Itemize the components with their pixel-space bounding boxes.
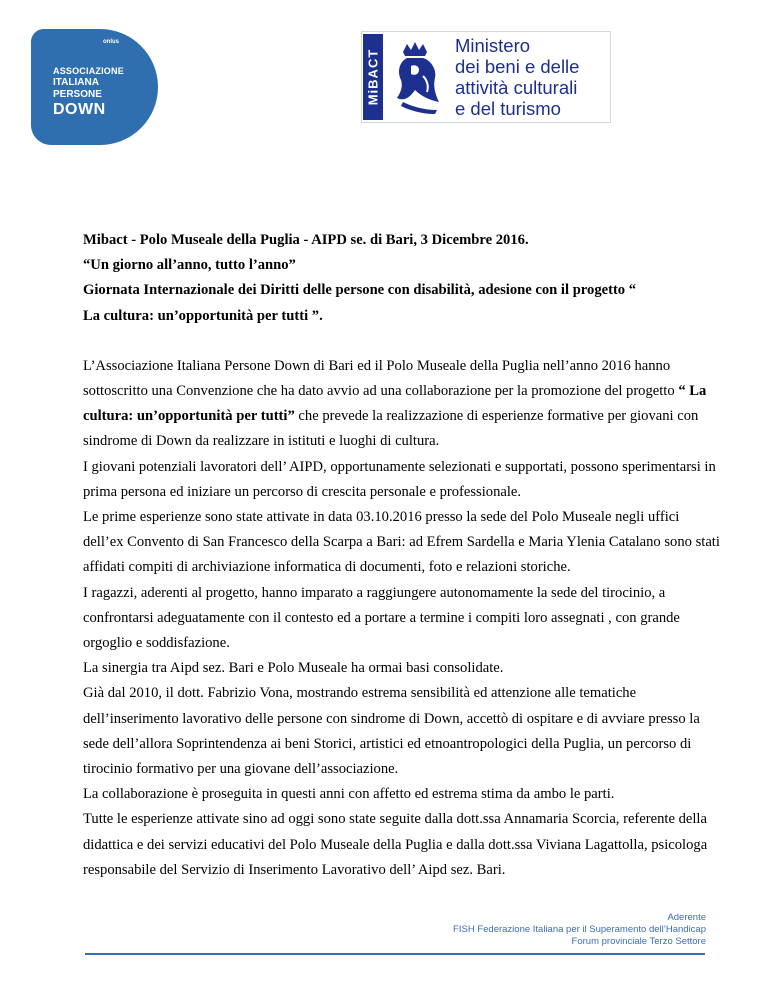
document-body bbox=[83, 228, 723, 883]
mibact-line1: Ministero bbox=[455, 35, 531, 56]
aipd-logo-line3: PERSONE bbox=[53, 89, 102, 100]
paragraph-1 bbox=[83, 354, 723, 455]
aipd-logo-line4: DOWN bbox=[53, 101, 106, 118]
paragraph-6: Già dal 2010, il dott. Fabrizio Vona, mostrando estrema sensibilità ed attenzione alle tematiche dell’inserimento lavorativo delle persone con sindrome di Down, accettò di ospitare e di avviare presso la sede dell’allora Soprintendenza ai beni Storici, artistici ed etnoantropologici della Puglia, un percorso di tirocinio formativo per una giovane dell’associazione. bbox=[83, 685, 700, 778]
aipd-logo-line2: ITALIANA bbox=[53, 77, 99, 88]
italia-turrita-emblem-icon bbox=[389, 36, 449, 118]
footer-line1: Aderente bbox=[667, 912, 706, 923]
paragraph-1-text: L’Associazione Italiana Persone Down di Bari ed il Polo Museale della Puglia nell’anno 2016 hanno sottoscritto una Convenzione che ha dato avvio ad una collaborazione per la promozione del progetto bbox=[83, 357, 679, 400]
mibact-line2: dei beni e delle bbox=[455, 56, 580, 77]
spacer bbox=[83, 329, 723, 354]
heading-line1: Mibact - Polo Museale della Puglia - AIPD se. di Bari, 3 Dicembre 2016. bbox=[83, 232, 529, 248]
footer bbox=[453, 912, 706, 948]
mibact-line4: e del turismo bbox=[455, 98, 561, 119]
aipd-logo-onlus: onlus bbox=[103, 39, 119, 45]
heading-line4: La cultura: un’opportunità per tutti ”. bbox=[83, 307, 323, 324]
paragraph-2: I giovani potenziali lavoratori dell’ AIPD, opportunamente selezionati e supportati, possono sperimentarsi in prima persona ed iniziare un percorso di crescita personale e professionale. bbox=[83, 458, 716, 500]
paragraph-4: I ragazzi, aderenti al progetto, hanno imparato a raggiungere autonomamente la sede del tirocinio, a confrontarsi adeguatamente con il contesto ed a portare a termine i compiti loro assegnati , con grande orgoglio e soddisfazione. bbox=[83, 584, 680, 652]
aipd-logo bbox=[31, 29, 158, 145]
paragraph-8: Tutte le esperienze attivate sino ad oggi sono state seguite dalla dott.ssa Annamaria Scorcia, referente della didattica e dei servizi educativi del Polo Museale della Puglia e dalla dott.ssa Viviana Lagattolla, psicologa responsabile del Servizio di Inserimento Lavorativo dell’ Aipd sez. Bari. bbox=[83, 811, 708, 878]
mibact-side-band bbox=[363, 34, 383, 120]
mibact-logo-text bbox=[455, 35, 579, 119]
footer-line3: Forum provinciale Terzo Settore bbox=[571, 936, 706, 947]
project-title: “ La cultura: un’opportunità per tutti” bbox=[83, 383, 707, 425]
footer-divider bbox=[85, 953, 705, 955]
footer-line2: FISH Federazione Italiana per il Superamento dell’Handicap bbox=[453, 924, 706, 935]
mibact-line3: attività culturali bbox=[455, 77, 578, 98]
paragraph-5: La sinergia tra Aipd sez. Bari e Polo Museale ha ormai basi consolidate. bbox=[83, 660, 504, 677]
heading-line3: Giornata Internazionale dei Diritti delle persone con disabilità, adesione con il progetto “ bbox=[83, 282, 637, 299]
heading-line2: “Un giorno all’anno, tutto l’anno” bbox=[83, 257, 296, 274]
aipd-logo-line1: ASSOCIAZIONE bbox=[53, 66, 124, 76]
paragraph-7: La collaborazione è proseguita in questi anni con affetto ed estrema stima da ambo le parti. bbox=[83, 786, 615, 803]
paragraph-1-text-end: che prevede la realizzazione di esperienze formative per giovani con sindrome di Down da realizzare in istituti e luoghi di cultura. bbox=[83, 408, 699, 450]
mibact-side-text: MiBACT bbox=[365, 48, 381, 106]
paragraph-3: Le prime esperienze sono state attivate in data 03.10.2016 presso la sede del Polo Museale negli uffici dell’ex Convento di San Francesco della Scarpa a Bari: ad Efrem Sardella e Maria Ylenia Catalano sono stati affidati compiti di archiviazione informatica di documenti, foto e relazioni storiche. bbox=[83, 509, 720, 576]
mibact-logo bbox=[361, 31, 611, 123]
